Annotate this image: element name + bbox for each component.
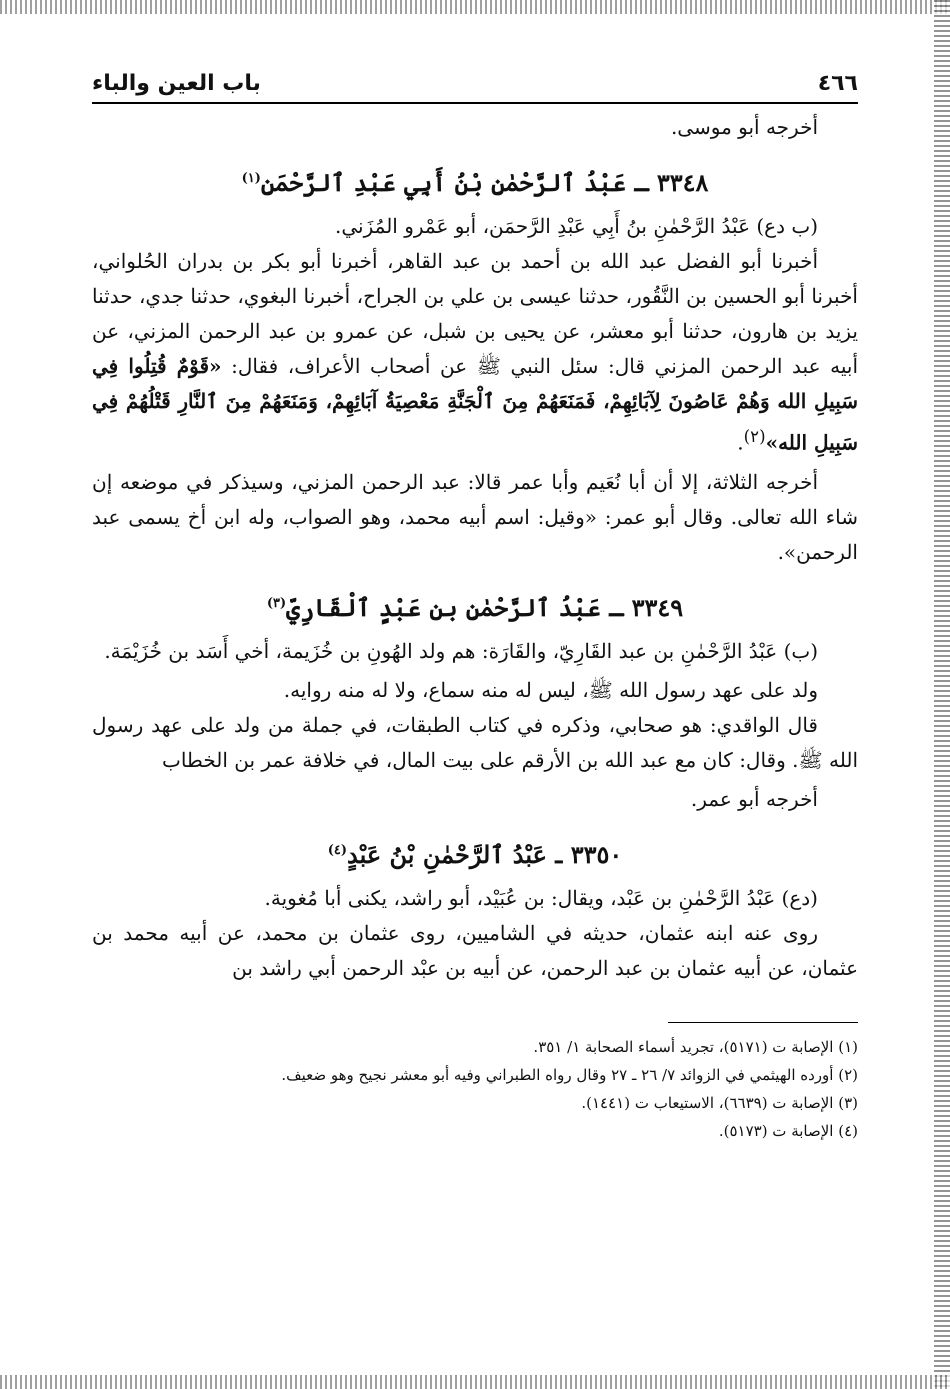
footnote-3: (٣) الإصابة ت (٦٦٣٩)، الاستيعاب ت (١٤٤١). [581, 1093, 858, 1112]
entry-3349-source: أخرجه أبو عمر. [690, 786, 818, 811]
decorative-border-bottom [0, 1375, 950, 1389]
footnote-separator [668, 1022, 858, 1023]
entry-3348-title: ٣٣٤٨ ـ عَبْدُ ٱلرَّحْمٰنِ بْنُ أَبِي عَبْدِ ٱلرَّحْمَنِ$^{(١)}$ [241, 168, 709, 197]
footnote-4: (٤) الإصابة ت (٥١٧٣). [718, 1121, 858, 1140]
decorative-border-right [934, 0, 950, 1389]
intro-line: أخرجه أبو موسى. [670, 115, 818, 139]
footnote-ref-3: (٣) [266, 595, 287, 611]
hadith-quote: «قَوْمٌ قُتِلُوا فِي سَبِيلِ الله وَهُمْ عَاصُونَ لِآبَائِهِمْ، فَمَنَعَهُمْ مِنَ ٱلْجَنَّةِ مَعْصِيَةُ آبَائِهِمْ، وَمَنَعَهُمْ مِنَ ٱلنَّارِ قَتْلُهُمْ فِي سَبِيلِ الله» [92, 354, 858, 455]
entry-3348-hadith: أخبرنا أبو الفضل عبد الله بن أحمد بن عبد القاهر، أخبرنا أبو بكر بن بدران الحُلواني، أخبرنا أبو الحسين بن النَّقُور، حدثنا عيسى بن علي بن الجراح، أخبرنا البغوي، حدثنا جدي، حدثنا يزيد بن هارون، حدثنا أبو معشر، عن يحيى بن شبل، عن عمرو بن عبد الرحمن المزني، عن أبيه عبد الرحمن المزني قال: سئل النبي ﷺ عن أصحاب الأعراف، فقال: «قَوْمٌ قُتِلُوا فِي سَبِيلِ الله وَهُمْ عَاصُونَ لِآبَائِهِمْ، فَمَنَعَهُمْ مِنَ ٱلْجَنَّةِ مَعْصِيَةُ آبَائِهِمْ، وَمَنَعَهُمْ مِنَ ٱلنَّارِ قَتْلُهُمْ فِي سَبِيلِ الله»$^{(٢)}$. [92, 249, 858, 455]
entry-3349-title: ٣٣٤٩ ـ عَبْدُ ٱلرَّحْمٰنِ بن عَبْدٍ ٱلْقَارِيّ$^{(٣)}$ [266, 592, 684, 622]
chapter-title: باب العين والباء [92, 71, 261, 96]
entry-3348-lineage: (ب دع) عَبْدُ الرَّحْمٰنِ بنُ أَبِي عَبْدِ الرَّحمَن، أبو عَمْرو المُزَني. [335, 214, 818, 238]
decorative-border-top [0, 0, 950, 14]
footnote-2: (٢) أورده الهيثمي في الزوائد ٧/ ٢٦ ـ ٢٧ وقال رواه الطبراني وفيه أبو معشر نجيح وهو ضعيف. [281, 1065, 858, 1084]
page-number: ٤٦٦ [817, 71, 858, 96]
page-content [92, 62, 858, 1145]
footnote-ref-4: (٤) [327, 842, 348, 858]
entry-3350-title: ٣٣٥٠ ـ عَبْدُ ٱلرَّحْمٰنِ بْنُ عَبْدٍ$^{(٤)}$ [327, 839, 623, 869]
entry-3350-narration: روى عنه ابنه عثمان، حديثه في الشاميين، روى عثمان بن محمد، عن أبيه محمد بن عثمان، عن أبيه عثمان بن عبد الرحمن، عن أبيه بن عبْد الرحمن أبي راشد بن [92, 920, 858, 980]
footnote-ref-1: (١) [241, 171, 261, 186]
entry-3349-waqidi: قال الواقدي: هو صحابي، وذكره في كتاب الطبقات، في جملة من ولد على عهد رسول الله ﷺ. وقال: كان مع عبد الله بن الأرقم على بيت المال، في خلافة عمر بن الخطاب [92, 712, 858, 772]
page-header [92, 62, 858, 104]
entry-3349-birth: ولد على عهد رسول الله ﷺ، ليس له منه سماع، ولا له منه روايه. [283, 677, 818, 702]
entry-3348-note: أخرجه الثلاثة، إلا أن أبا نُعَيم وأبا عمر قالا: عبد الرحمن المزني، وسيذكر في موضعه إن شاء الله تعالى. وقال أبو عمر: «وقيل: اسم أبيه محمد، وهو الصواب، وله ابن أخ يسمى عبد الرحمن». [92, 469, 858, 564]
entry-3349-lineage: (ب) عَبْدُ الرَّحْمٰنِ بن عبد القَارِيّ، والقَارَة: هم ولد الهُونِ بن خُزَيمة، أخي أَسَد بن خُزَيْمَة. [104, 638, 818, 663]
footnote-1: (١) الإصابة ت (٥١٧١)، تجريد أسماء الصحابة ١/ ٣٥١. [533, 1037, 858, 1056]
entry-3350-lineage: (دع) عَبْدُ الرَّحْمٰنِ بن عَبْد، ويقال: بن عُبَيْد، أبو راشد، يكنى أبا مُغوية. [264, 885, 818, 910]
footnote-ref-2: (٢) [743, 427, 766, 446]
